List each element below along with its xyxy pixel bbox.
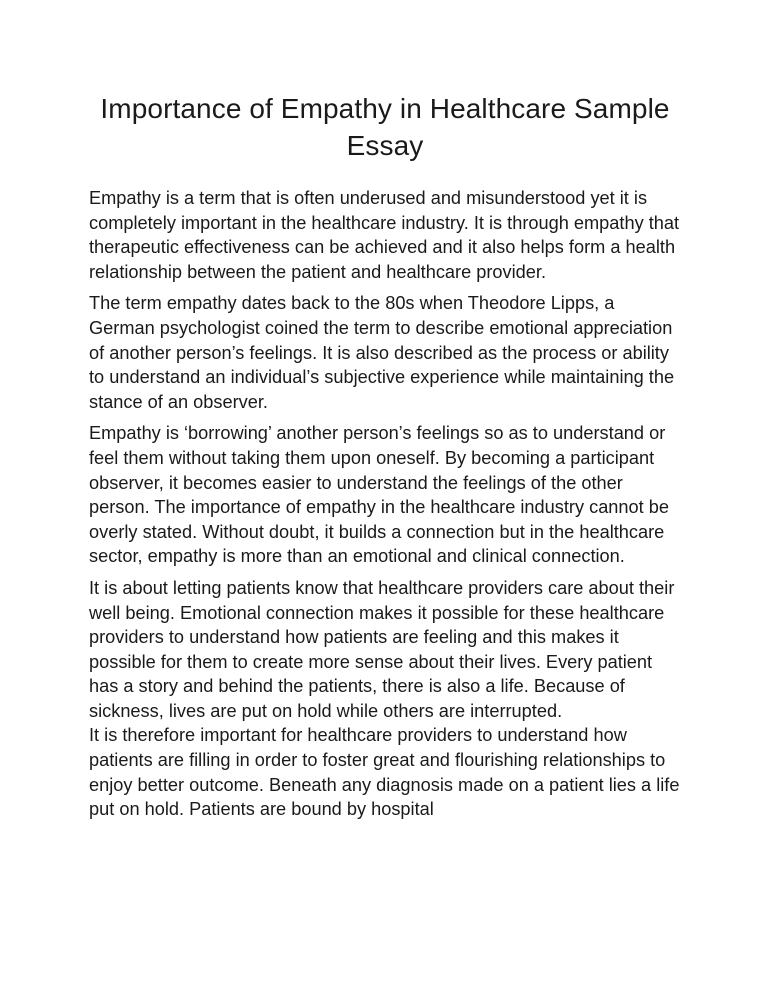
paragraph-5: It is therefore important for healthcare providers to understand how patients are filling in order to foster great and flourishing relationships to enjoy better outcome. Beneath any diagnosis made on a patient lies a life put on hold. Patients are bound by hospital xyxy=(89,725,680,820)
essay-title: Importance of Empathy in Healthcare Sample Essay xyxy=(100,93,670,161)
essay-body xyxy=(89,186,681,822)
paragraph-4: It is about letting patients know that healthcare providers care about their well being. Emotional connection makes it possible for these healthcare providers to understand how patients are feeling and this makes it possible for them to create more sense about their lives. Every patient has a story and behind the patients, there is also a life. Because of sickness, lives are put on hold while others are interrupted. xyxy=(89,577,675,721)
paragraph-2: The term empathy dates back to the 80s when Theodore Lipps, a German psychologist coined the term to describe emotional appreciation of another person’s feelings. It is also described as the process or ability to understand an individual’s subjective experience while maintaining the stance of an observer. xyxy=(89,293,675,412)
paragraph-3: Empathy is ‘borrowing’ another person’s feelings so as to understand or feel them without taking them upon oneself. By becoming a participant observer, it becomes easier to understand the feelings of the other person. The importance of empathy in the healthcare industry cannot be overly stated. Without doubt, it builds a connection but in the healthcare sector, empathy is more than an emotional and clinical connection. xyxy=(89,423,669,567)
paragraph-1: Empathy is a term that is often underused and misunderstood yet it is completely important in the healthcare industry. It is through empathy that therapeutic effectiveness can be achieved and it also helps form a health relationship between the patient and healthcare provider. xyxy=(89,188,680,282)
